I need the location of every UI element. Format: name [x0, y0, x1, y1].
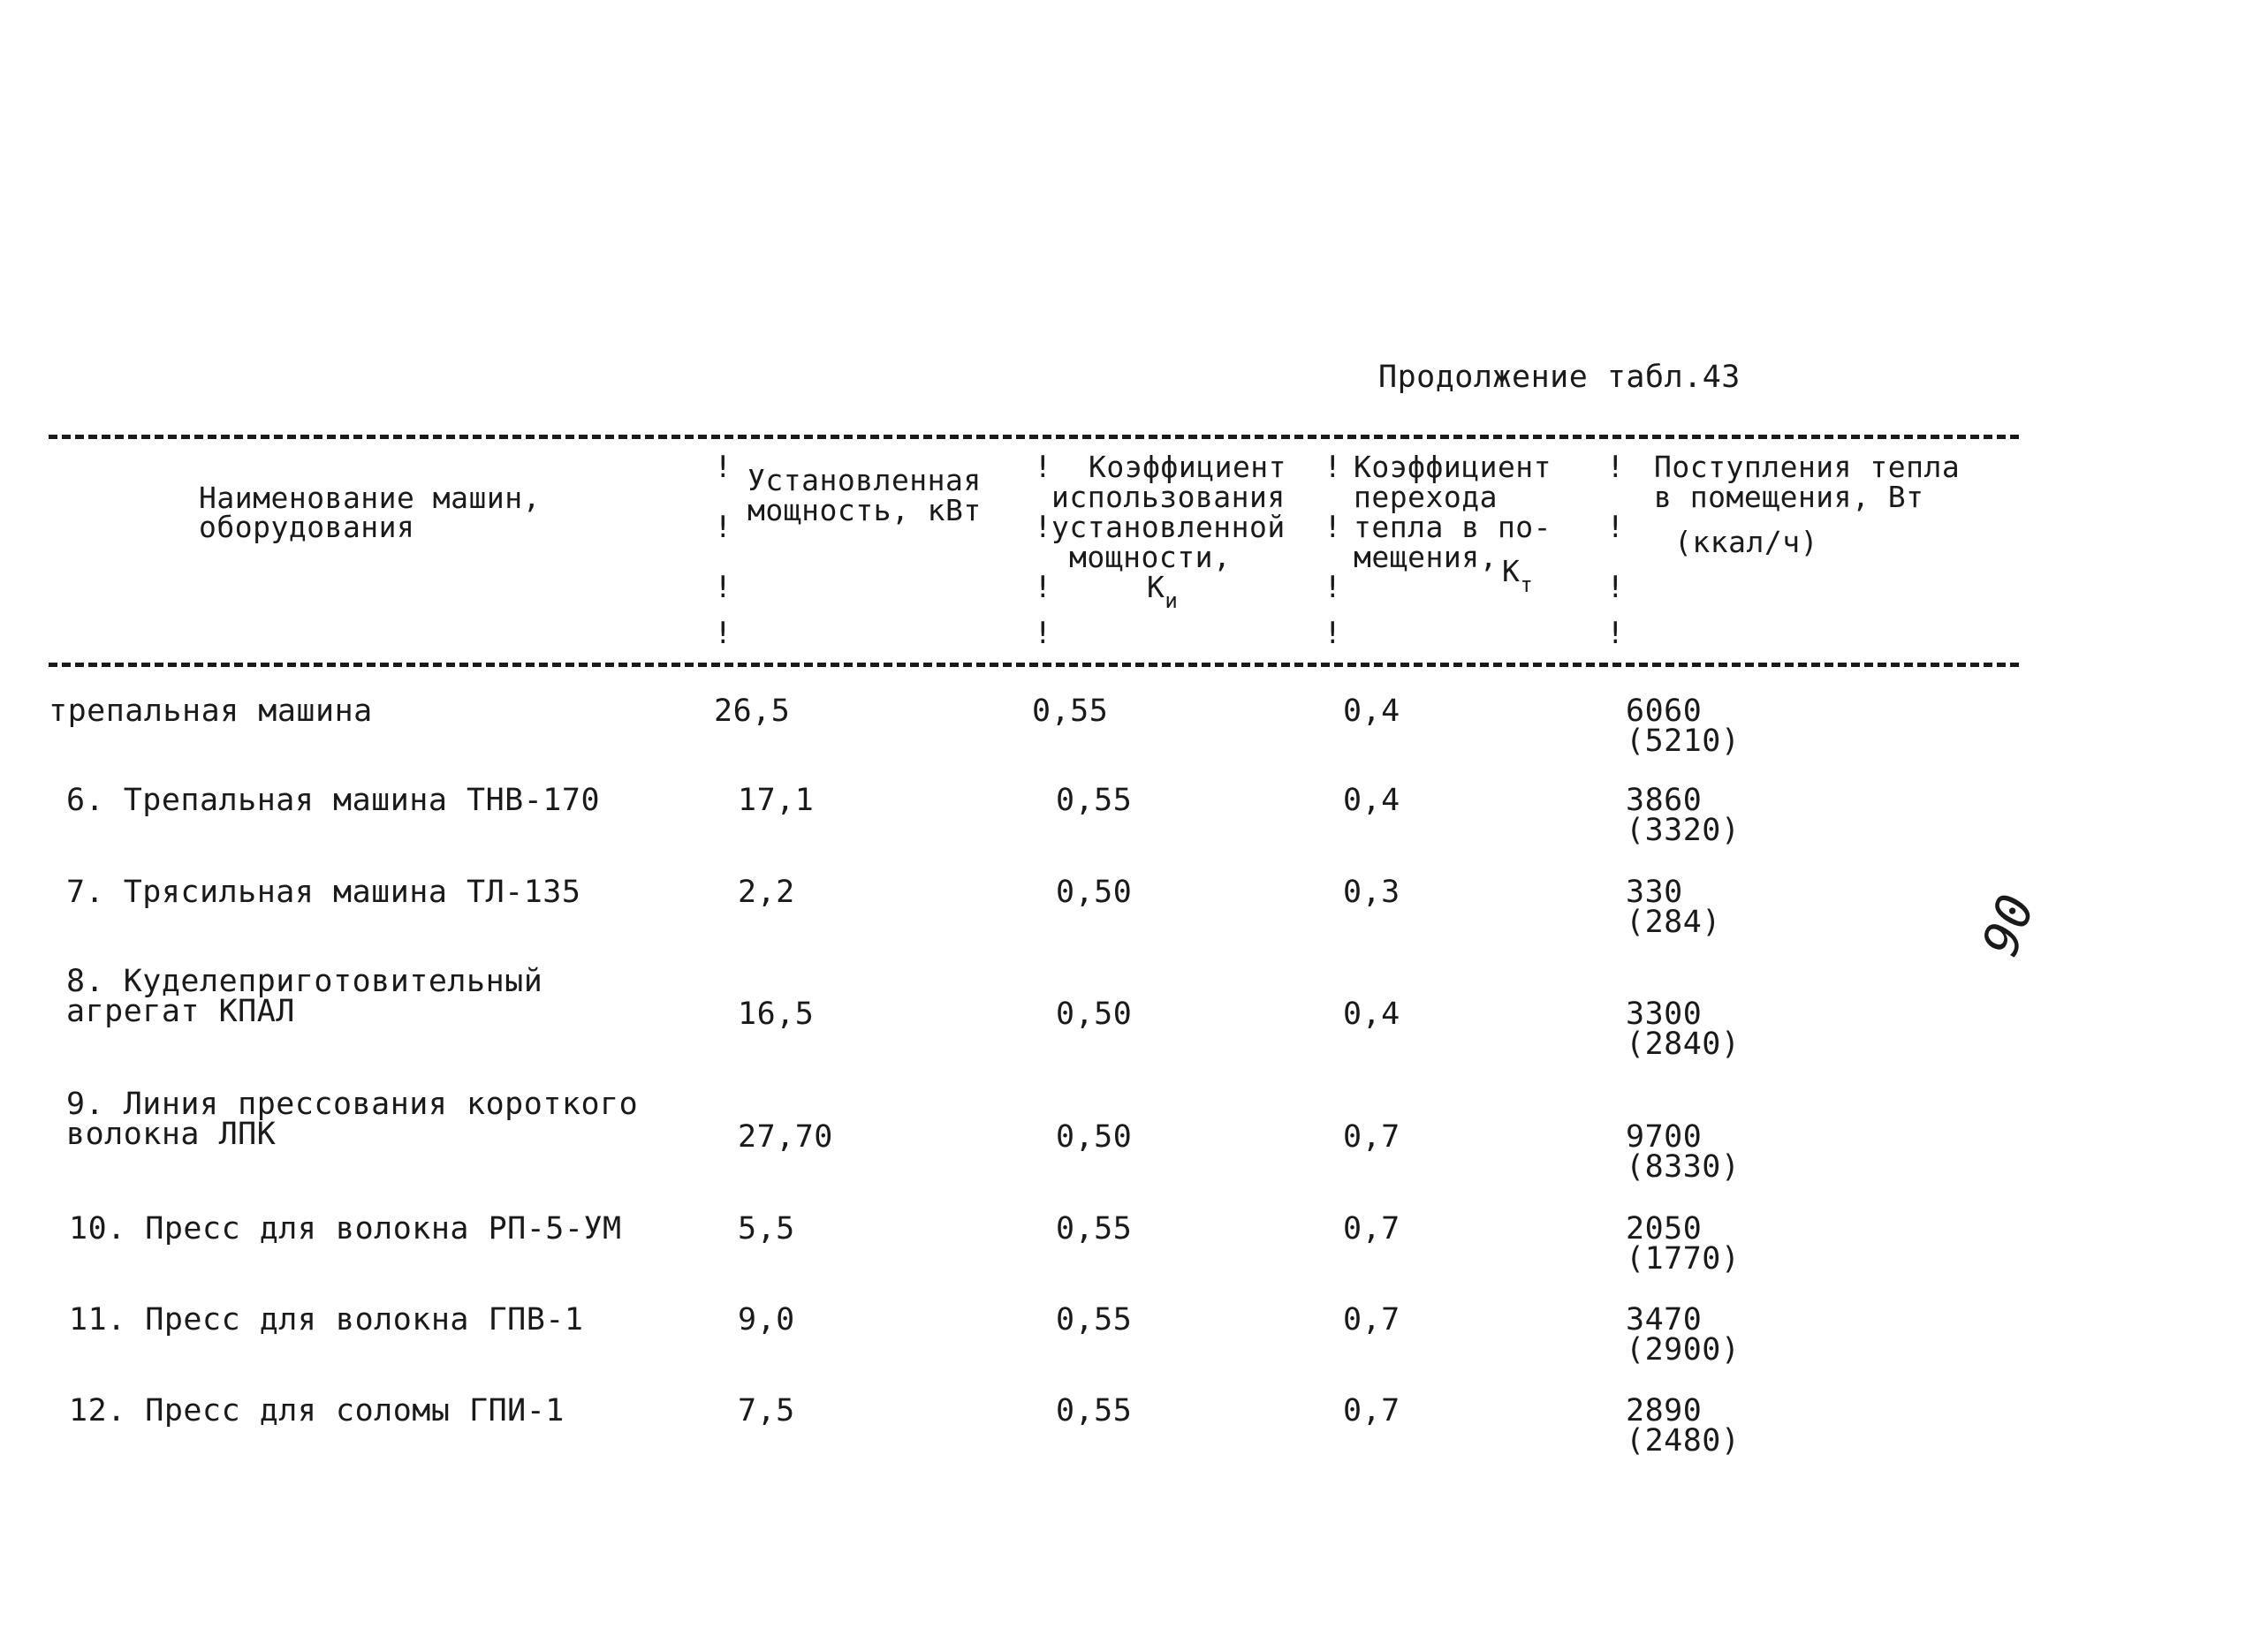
- row-kt: 0,7: [1343, 1393, 1400, 1428]
- row-kt: 0,4: [1343, 783, 1400, 818]
- row-heat-kcal: (2840): [1626, 1027, 1741, 1062]
- header-ki-line2: использования: [1051, 480, 1286, 514]
- row-heat-kcal: (1770): [1626, 1241, 1741, 1277]
- row-kt: 0,4: [1343, 693, 1400, 729]
- row-kt: 0,7: [1343, 1119, 1400, 1155]
- row-heat-kcal: (3320): [1626, 813, 1741, 848]
- row-name: 9. Линия прессования короткого: [66, 1087, 639, 1122]
- row-power: 16,5: [738, 997, 815, 1032]
- row-ki: 0,50: [1056, 1119, 1133, 1155]
- header-power-line2: мощность, кВт: [747, 493, 982, 527]
- row-heat-w: 6060: [1626, 693, 1703, 729]
- header-separator: !: [714, 510, 732, 545]
- header-separator: !: [1034, 570, 1052, 605]
- row-heat-w: 3860: [1626, 783, 1703, 818]
- header-separator: !: [1034, 510, 1052, 545]
- row-name: 7. Трясильная машина ТЛ-135: [66, 875, 581, 910]
- row-ki: 0,50: [1056, 997, 1133, 1032]
- table-caption: Продолжение табл.43: [1378, 360, 1741, 395]
- row-name: 6. Трепальная машина ТНВ-170: [66, 783, 601, 818]
- row-power: 5,5: [738, 1211, 795, 1247]
- header-ki-line1: Коэффициент: [1089, 450, 1287, 484]
- margin-page-number: 90: [1971, 887, 2046, 964]
- header-separator: !: [1324, 570, 1342, 605]
- row-power: 26,5: [714, 693, 791, 729]
- header-kt-line3: тепла в по-: [1354, 510, 1552, 544]
- row-power: 7,5: [738, 1393, 795, 1428]
- header-separator: !: [1606, 616, 1625, 651]
- row-heat-kcal: (284): [1626, 905, 1721, 940]
- row-ki: 0,55: [1056, 1393, 1133, 1428]
- row-heat-kcal: (2480): [1626, 1423, 1741, 1459]
- header-ki-symbol: $К_и$: [1147, 570, 1179, 613]
- header-separator: !: [714, 450, 732, 485]
- header-separator: !: [1606, 510, 1625, 545]
- header-heat-line3: (ккал/ч): [1674, 525, 1818, 559]
- header-heat-line1: Поступления тепла: [1654, 450, 1961, 484]
- header-ki-line3: установленной: [1051, 510, 1286, 544]
- row-power: 27,70: [738, 1119, 833, 1155]
- header-top-rule: [49, 435, 2019, 439]
- header-name-line2: оборудования: [199, 510, 415, 544]
- row-heat-w: 2050: [1626, 1211, 1703, 1247]
- row-power: 2,2: [738, 875, 795, 910]
- header-name-line1: Наименование машин,: [199, 481, 541, 515]
- row-heat-w: 330: [1626, 875, 1683, 910]
- header-separator: !: [1606, 450, 1625, 485]
- header-kt-line1: Коэффициент: [1354, 450, 1552, 484]
- header-heat-line2: в помещения, Вт: [1654, 480, 1924, 514]
- header-ki-line4: мощности,: [1069, 540, 1232, 574]
- row-heat-w: 3470: [1626, 1302, 1703, 1338]
- header-power-line1: Установленная: [747, 463, 982, 497]
- header-kt-symbol: $К_т$: [1502, 554, 1534, 597]
- header-separator: !: [1606, 570, 1625, 605]
- row-power: 9,0: [738, 1302, 795, 1338]
- row-name: 11. Пресс для волокна ГПВ-1: [69, 1302, 584, 1338]
- row-kt: 0,4: [1343, 997, 1400, 1032]
- row-name: 10. Пресс для волокна РП-5-УМ: [69, 1211, 622, 1247]
- row-heat-w: 3300: [1626, 997, 1703, 1032]
- header-separator: !: [1034, 450, 1052, 485]
- row-heat-w: 2890: [1626, 1393, 1703, 1428]
- row-ki: 0,50: [1056, 875, 1133, 910]
- header-separator: !: [1034, 616, 1052, 651]
- row-heat-kcal: (5210): [1626, 724, 1741, 759]
- header-separator: !: [1324, 616, 1342, 651]
- row-heat-kcal: (8330): [1626, 1149, 1741, 1185]
- row-name: 12. Пресс для соломы ГПИ-1: [69, 1393, 565, 1428]
- row-power: 17,1: [738, 783, 815, 818]
- row-heat-w: 9700: [1626, 1119, 1703, 1155]
- row-ki: 0,55: [1056, 783, 1133, 818]
- row-ki: 0,55: [1032, 693, 1109, 729]
- row-kt: 0,7: [1343, 1211, 1400, 1247]
- header-bottom-rule: [49, 663, 2019, 667]
- row-name: 8. Куделеприготовительный: [66, 964, 543, 999]
- row-heat-kcal: (2900): [1626, 1332, 1741, 1368]
- row-name: трепальная машина: [49, 693, 373, 729]
- row-kt: 0,7: [1343, 1302, 1400, 1338]
- header-kt-line2: перехода: [1354, 480, 1498, 514]
- header-kt-line4: мещения,: [1354, 540, 1498, 574]
- header-separator: !: [1324, 450, 1342, 485]
- header-separator: !: [714, 570, 732, 605]
- header-separator: !: [1324, 510, 1342, 545]
- row-ki: 0,55: [1056, 1211, 1133, 1247]
- row-ki: 0,55: [1056, 1302, 1133, 1338]
- row-kt: 0,3: [1343, 875, 1400, 910]
- row-name-cont: агрегат КПАЛ: [66, 994, 295, 1029]
- header-separator: !: [714, 616, 732, 651]
- row-name-cont: волокна ЛПК: [66, 1117, 277, 1152]
